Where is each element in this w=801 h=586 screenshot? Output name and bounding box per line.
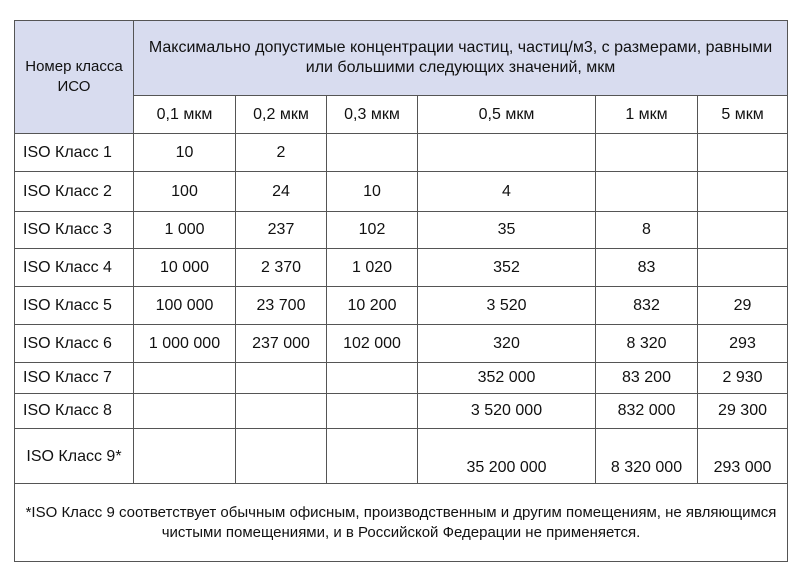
table-row — [15, 325, 788, 363]
table-cell — [596, 134, 698, 172]
table-cell: 8 320 — [596, 325, 698, 363]
header-row — [15, 21, 788, 96]
table-cell: 3 520 000 — [418, 394, 596, 429]
table-cell — [698, 249, 788, 287]
table-row — [15, 212, 788, 249]
table-cell: 10 — [327, 172, 418, 212]
table-cell — [236, 429, 327, 484]
table-cell: 10 000 — [134, 249, 236, 287]
table-cell: 23 700 — [236, 287, 327, 325]
table-cell: 102 — [327, 212, 418, 249]
table-cell: 83 — [596, 249, 698, 287]
table-cell: 293 000 — [698, 429, 788, 484]
table-cell: 24 — [236, 172, 327, 212]
table-row — [15, 394, 788, 429]
table-cell: 1 000 — [134, 212, 236, 249]
table-row — [15, 134, 788, 172]
table-cell: 293 — [698, 325, 788, 363]
footnote-row — [15, 484, 788, 562]
table-cell — [596, 172, 698, 212]
class-name: ISO Класс 4 — [15, 249, 134, 287]
class-name: ISO Класс 5 — [15, 287, 134, 325]
table-cell: 352 000 — [418, 363, 596, 394]
table-row — [15, 287, 788, 325]
table-cell: 102 000 — [327, 325, 418, 363]
class-name: ISO Класс 2 — [15, 172, 134, 212]
table-cell: 832 000 — [596, 394, 698, 429]
table-cell — [134, 394, 236, 429]
size-header: 0,1 мкм — [134, 96, 236, 134]
table-cell: 8 — [596, 212, 698, 249]
table-cell — [327, 363, 418, 394]
table-cell — [698, 172, 788, 212]
table-cell — [698, 212, 788, 249]
table-cell — [236, 394, 327, 429]
table-row — [15, 363, 788, 394]
size-header: 0,5 мкм — [418, 96, 596, 134]
table-cell: 1 020 — [327, 249, 418, 287]
table-cell — [134, 429, 236, 484]
table-cell: 832 — [596, 287, 698, 325]
class-name: ISO Класс 1 — [15, 134, 134, 172]
class-name: ISO Класс 9* — [15, 429, 134, 484]
class-name: ISO Класс 8 — [15, 394, 134, 429]
table-cell: 2 930 — [698, 363, 788, 394]
table-cell: 237 000 — [236, 325, 327, 363]
table-cell: 35 200 000 — [418, 429, 596, 484]
table-cell — [327, 134, 418, 172]
table-row — [15, 429, 788, 484]
class-column-header: Номер класса ИСО — [15, 21, 134, 134]
size-header: 1 мкм — [596, 96, 698, 134]
table-row — [15, 249, 788, 287]
footnote: *ISO Класс 9 соответствует обычным офисным, производственным и другим помещениям, не являющимся чистыми помещениями, и в Российской Федерации не применяется. — [15, 484, 788, 562]
table-cell: 35 — [418, 212, 596, 249]
table-cell: 29 300 — [698, 394, 788, 429]
table-cell: 29 — [698, 287, 788, 325]
class-name: ISO Класс 6 — [15, 325, 134, 363]
table-cell: 8 320 000 — [596, 429, 698, 484]
table-cell: 10 — [134, 134, 236, 172]
table-cell: 100 000 — [134, 287, 236, 325]
iso-class-table — [14, 20, 788, 562]
table-cell: 2 370 — [236, 249, 327, 287]
table-cell: 320 — [418, 325, 596, 363]
table-cell: 2 — [236, 134, 327, 172]
size-header: 0,2 мкм — [236, 96, 327, 134]
table-cell: 83 200 — [596, 363, 698, 394]
table-cell: 352 — [418, 249, 596, 287]
table-cell — [236, 363, 327, 394]
table-cell — [418, 134, 596, 172]
table-cell: 10 200 — [327, 287, 418, 325]
iso-class-table-container — [14, 20, 788, 562]
table-row — [15, 172, 788, 212]
class-name: ISO Класс 3 — [15, 212, 134, 249]
class-name: ISO Класс 7 — [15, 363, 134, 394]
size-header: 5 мкм — [698, 96, 788, 134]
concentration-header: Максимально допустимые концентрации частиц, частиц/м3, с размерами, равными или большими следующих значений, мкм — [134, 21, 788, 96]
table-cell — [327, 429, 418, 484]
table-cell: 237 — [236, 212, 327, 249]
table-cell — [327, 394, 418, 429]
table-cell — [134, 363, 236, 394]
table-cell: 1 000 000 — [134, 325, 236, 363]
size-header: 0,3 мкм — [327, 96, 418, 134]
table-cell: 4 — [418, 172, 596, 212]
table-cell: 100 — [134, 172, 236, 212]
table-cell — [698, 134, 788, 172]
table-cell: 3 520 — [418, 287, 596, 325]
